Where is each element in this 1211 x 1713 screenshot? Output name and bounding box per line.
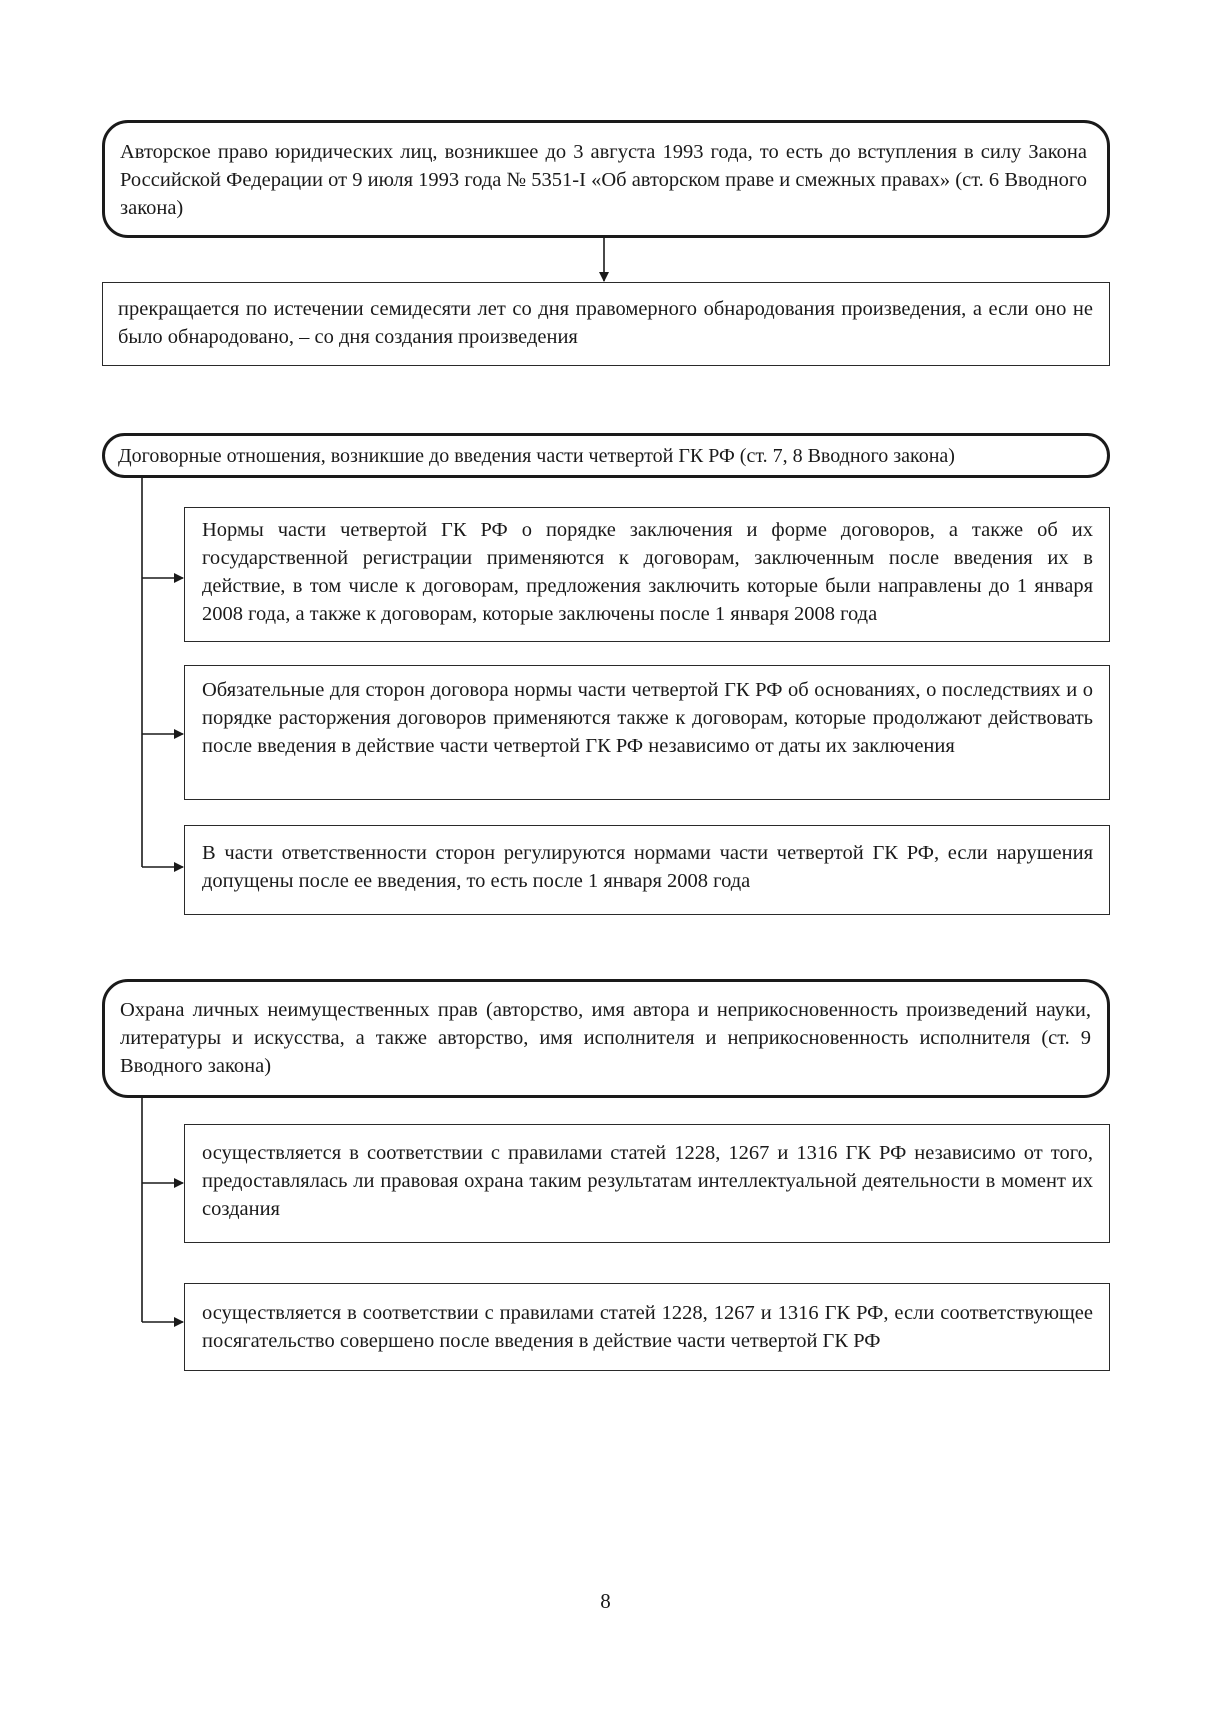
section3-item1-box <box>184 1124 1110 1243</box>
section1-result-text: прекращается по истечении семидесяти лет со дня правомерного обнародования произведения, а если оно не было обнародовано, – со дня создания произведения <box>118 298 1093 348</box>
section2-item3-text: В части ответственности сторон регулируются нормами части четвертой ГК РФ, если нарушения допущены после ее введения, то есть после 1 января 2008 года <box>202 842 1093 892</box>
section3-header-text: Охрана личных неимущественных прав (авторство, имя автора и неприкосновенность произведений науки, литературы и искусства, а также авторство, имя исполнителя и неприкосновенность исполнителя (ст. 9 Вводного закона) <box>120 999 1091 1077</box>
section3-header-box <box>102 979 1110 1098</box>
section2-item1-box <box>184 507 1110 642</box>
section2-item2-text: Обязательные для сторон договора нормы части четвертой ГК РФ об основаниях, о последствиях и о порядке расторжения договоров применяются также к договорам, которые продолжают действовать после введения в действие части четвертой ГК РФ независимо от даты их заключения <box>202 679 1093 757</box>
section3-item2-box <box>184 1283 1110 1371</box>
section3-item2-text: осуществляется в соответствии с правилами статей 1228, 1267 и 1316 ГК РФ, если соответствующее посягательство совершено после введения в действие части четвертой ГК РФ <box>202 1302 1093 1352</box>
section3-item1-text: осуществляется в соответствии с правилами статей 1228, 1267 и 1316 ГК РФ независимо от того, предоставлялась ли правовая охрана таким результатам интеллектуальной деятельности в момент их создания <box>202 1142 1093 1220</box>
section2-item2-box <box>184 665 1110 800</box>
section2-item3-box <box>184 825 1110 915</box>
section2-item1-text: Нормы части четвертой ГК РФ о порядке заключения и форме договоров, а также об их государственной регистрации применяются к договорам, заключенным после введения их в действие, в том числе к договорам, предложения заключить которые были направлены до 1 января 2008 года, а также к договорам, которые заключены после 1 января 2008 года <box>202 519 1093 625</box>
section2-header-text: Договорные отношения, возникшие до введения части четвертой ГК РФ (ст. 7, 8 Вводного закона) <box>118 445 955 467</box>
page-number: 8 <box>600 1589 611 1613</box>
section1-header-text: Авторское право юридических лиц, возникшее до 3 августа 1993 года, то есть до вступления в силу Закона Российской Федерации от 9 июля 1993 года № 5351-I «Об авторском праве и смежных правах» (ст. 6 Вводного закона) <box>120 141 1087 219</box>
section2-header-box <box>102 433 1110 478</box>
section1-header-box <box>102 120 1110 238</box>
section1-result-box <box>102 282 1110 366</box>
